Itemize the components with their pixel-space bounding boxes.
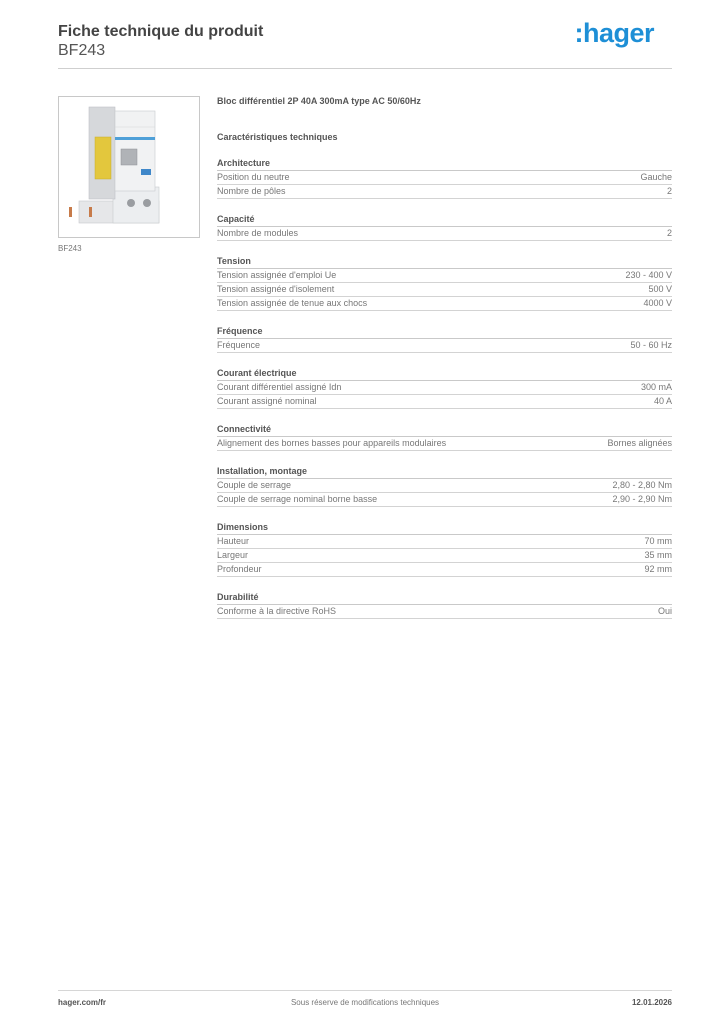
- spec-row: [217, 563, 672, 577]
- spec-label: Profondeur: [217, 564, 262, 574]
- spec-value: 4000 V: [643, 298, 672, 308]
- spec-value: Bornes alignées: [607, 438, 672, 448]
- spec-label: Alignement des bornes basses pour appareils modulaires: [217, 438, 447, 448]
- spec-row: [217, 297, 672, 311]
- spec-label: Conforme à la directive RoHS: [217, 606, 337, 616]
- spec-value: 2,80 - 2,80 Nm: [612, 480, 672, 490]
- footer-disclaimer: Sous réserve de modifications techniques: [290, 998, 440, 1007]
- spec-row: [217, 479, 672, 493]
- spec-row: [217, 535, 672, 549]
- spec-group-installation: [217, 465, 672, 507]
- spec-value: 35 mm: [644, 550, 672, 560]
- spec-value: 50 - 60 Hz: [630, 340, 672, 350]
- spec-group-dimensions: [217, 521, 672, 577]
- spec-row: [217, 381, 672, 395]
- footer-divider: [58, 990, 672, 991]
- spec-label: Hauteur: [217, 536, 250, 546]
- spec-label: Largeur: [217, 550, 249, 560]
- group-title: Durabilité: [217, 591, 672, 605]
- spec-label: Nombre de modules: [217, 228, 299, 238]
- spec-label: Courant assigné nominal: [217, 396, 317, 406]
- group-title: Dimensions: [217, 521, 672, 535]
- page-title: Fiche technique du produit: [58, 23, 264, 40]
- spec-row: [217, 437, 672, 451]
- footer-website-link[interactable]: hager.com/fr: [58, 998, 107, 1007]
- spec-value: Gauche: [640, 172, 672, 182]
- spec-group-capacite: [217, 213, 672, 241]
- group-title: Tension: [217, 255, 672, 269]
- section-title: Caractéristiques techniques: [217, 132, 338, 142]
- group-title: Fréquence: [217, 325, 672, 339]
- spec-row: [217, 283, 672, 297]
- spec-group-frequence: [217, 325, 672, 353]
- header-divider: [58, 68, 672, 69]
- spec-value: 2: [666, 228, 672, 238]
- spec-value: 2: [666, 186, 672, 196]
- spec-label: Tension assignée de tenue aux chocs: [217, 298, 368, 308]
- spec-group-connectivite: [217, 423, 672, 451]
- spec-value: 70 mm: [644, 536, 672, 546]
- spec-value: 230 - 400 V: [625, 270, 672, 280]
- spec-row: [217, 493, 672, 507]
- spec-label: Tension assignée d'emploi Ue: [217, 270, 337, 280]
- spec-label: Nombre de pôles: [217, 186, 286, 196]
- group-title: Installation, montage: [217, 465, 672, 479]
- spec-value: Oui: [657, 606, 672, 616]
- spec-label: Couple de serrage: [217, 480, 292, 490]
- spec-content: [217, 95, 672, 619]
- footer-date: 12.01.2026: [631, 998, 672, 1007]
- group-title: Architecture: [217, 157, 672, 171]
- spec-value: 40 A: [653, 396, 672, 406]
- spec-value: 2,90 - 2,90 Nm: [612, 494, 672, 504]
- spec-label: Position du neutre: [217, 172, 290, 182]
- spec-value: 300 mA: [640, 382, 672, 392]
- product-photo-icon: [59, 97, 199, 237]
- product-name: Bloc différentiel 2P 40A 300mA type AC 50/60Hz: [217, 96, 421, 106]
- spec-label: Courant différentiel assigné Idn: [217, 382, 342, 392]
- spec-group-tension: [217, 255, 672, 311]
- spec-group-architecture: [217, 157, 672, 199]
- product-code: BF243: [58, 42, 106, 59]
- hager-logo: :hager: [574, 18, 654, 48]
- image-caption: BF243: [58, 244, 82, 253]
- page-footer: [58, 998, 672, 1010]
- spec-label: Tension assignée d'isolement: [217, 284, 335, 294]
- spec-row: [217, 185, 672, 199]
- spec-row: [217, 339, 672, 353]
- spec-value: 92 mm: [644, 564, 672, 574]
- spec-row: [217, 269, 672, 283]
- spec-label: Fréquence: [217, 340, 261, 350]
- group-title: Capacité: [217, 213, 672, 227]
- group-title: Courant électrique: [217, 367, 672, 381]
- spec-label: Couple de serrage nominal borne basse: [217, 494, 378, 504]
- spec-group-courant: [217, 367, 672, 409]
- group-title: Connectivité: [217, 423, 672, 437]
- spec-row: [217, 549, 672, 563]
- spec-row: [217, 171, 672, 185]
- spec-row: [217, 395, 672, 409]
- spec-value: 500 V: [648, 284, 672, 294]
- product-image: [58, 96, 200, 238]
- spec-row: [217, 605, 672, 619]
- spec-group-durabilite: [217, 591, 672, 619]
- spec-row: [217, 227, 672, 241]
